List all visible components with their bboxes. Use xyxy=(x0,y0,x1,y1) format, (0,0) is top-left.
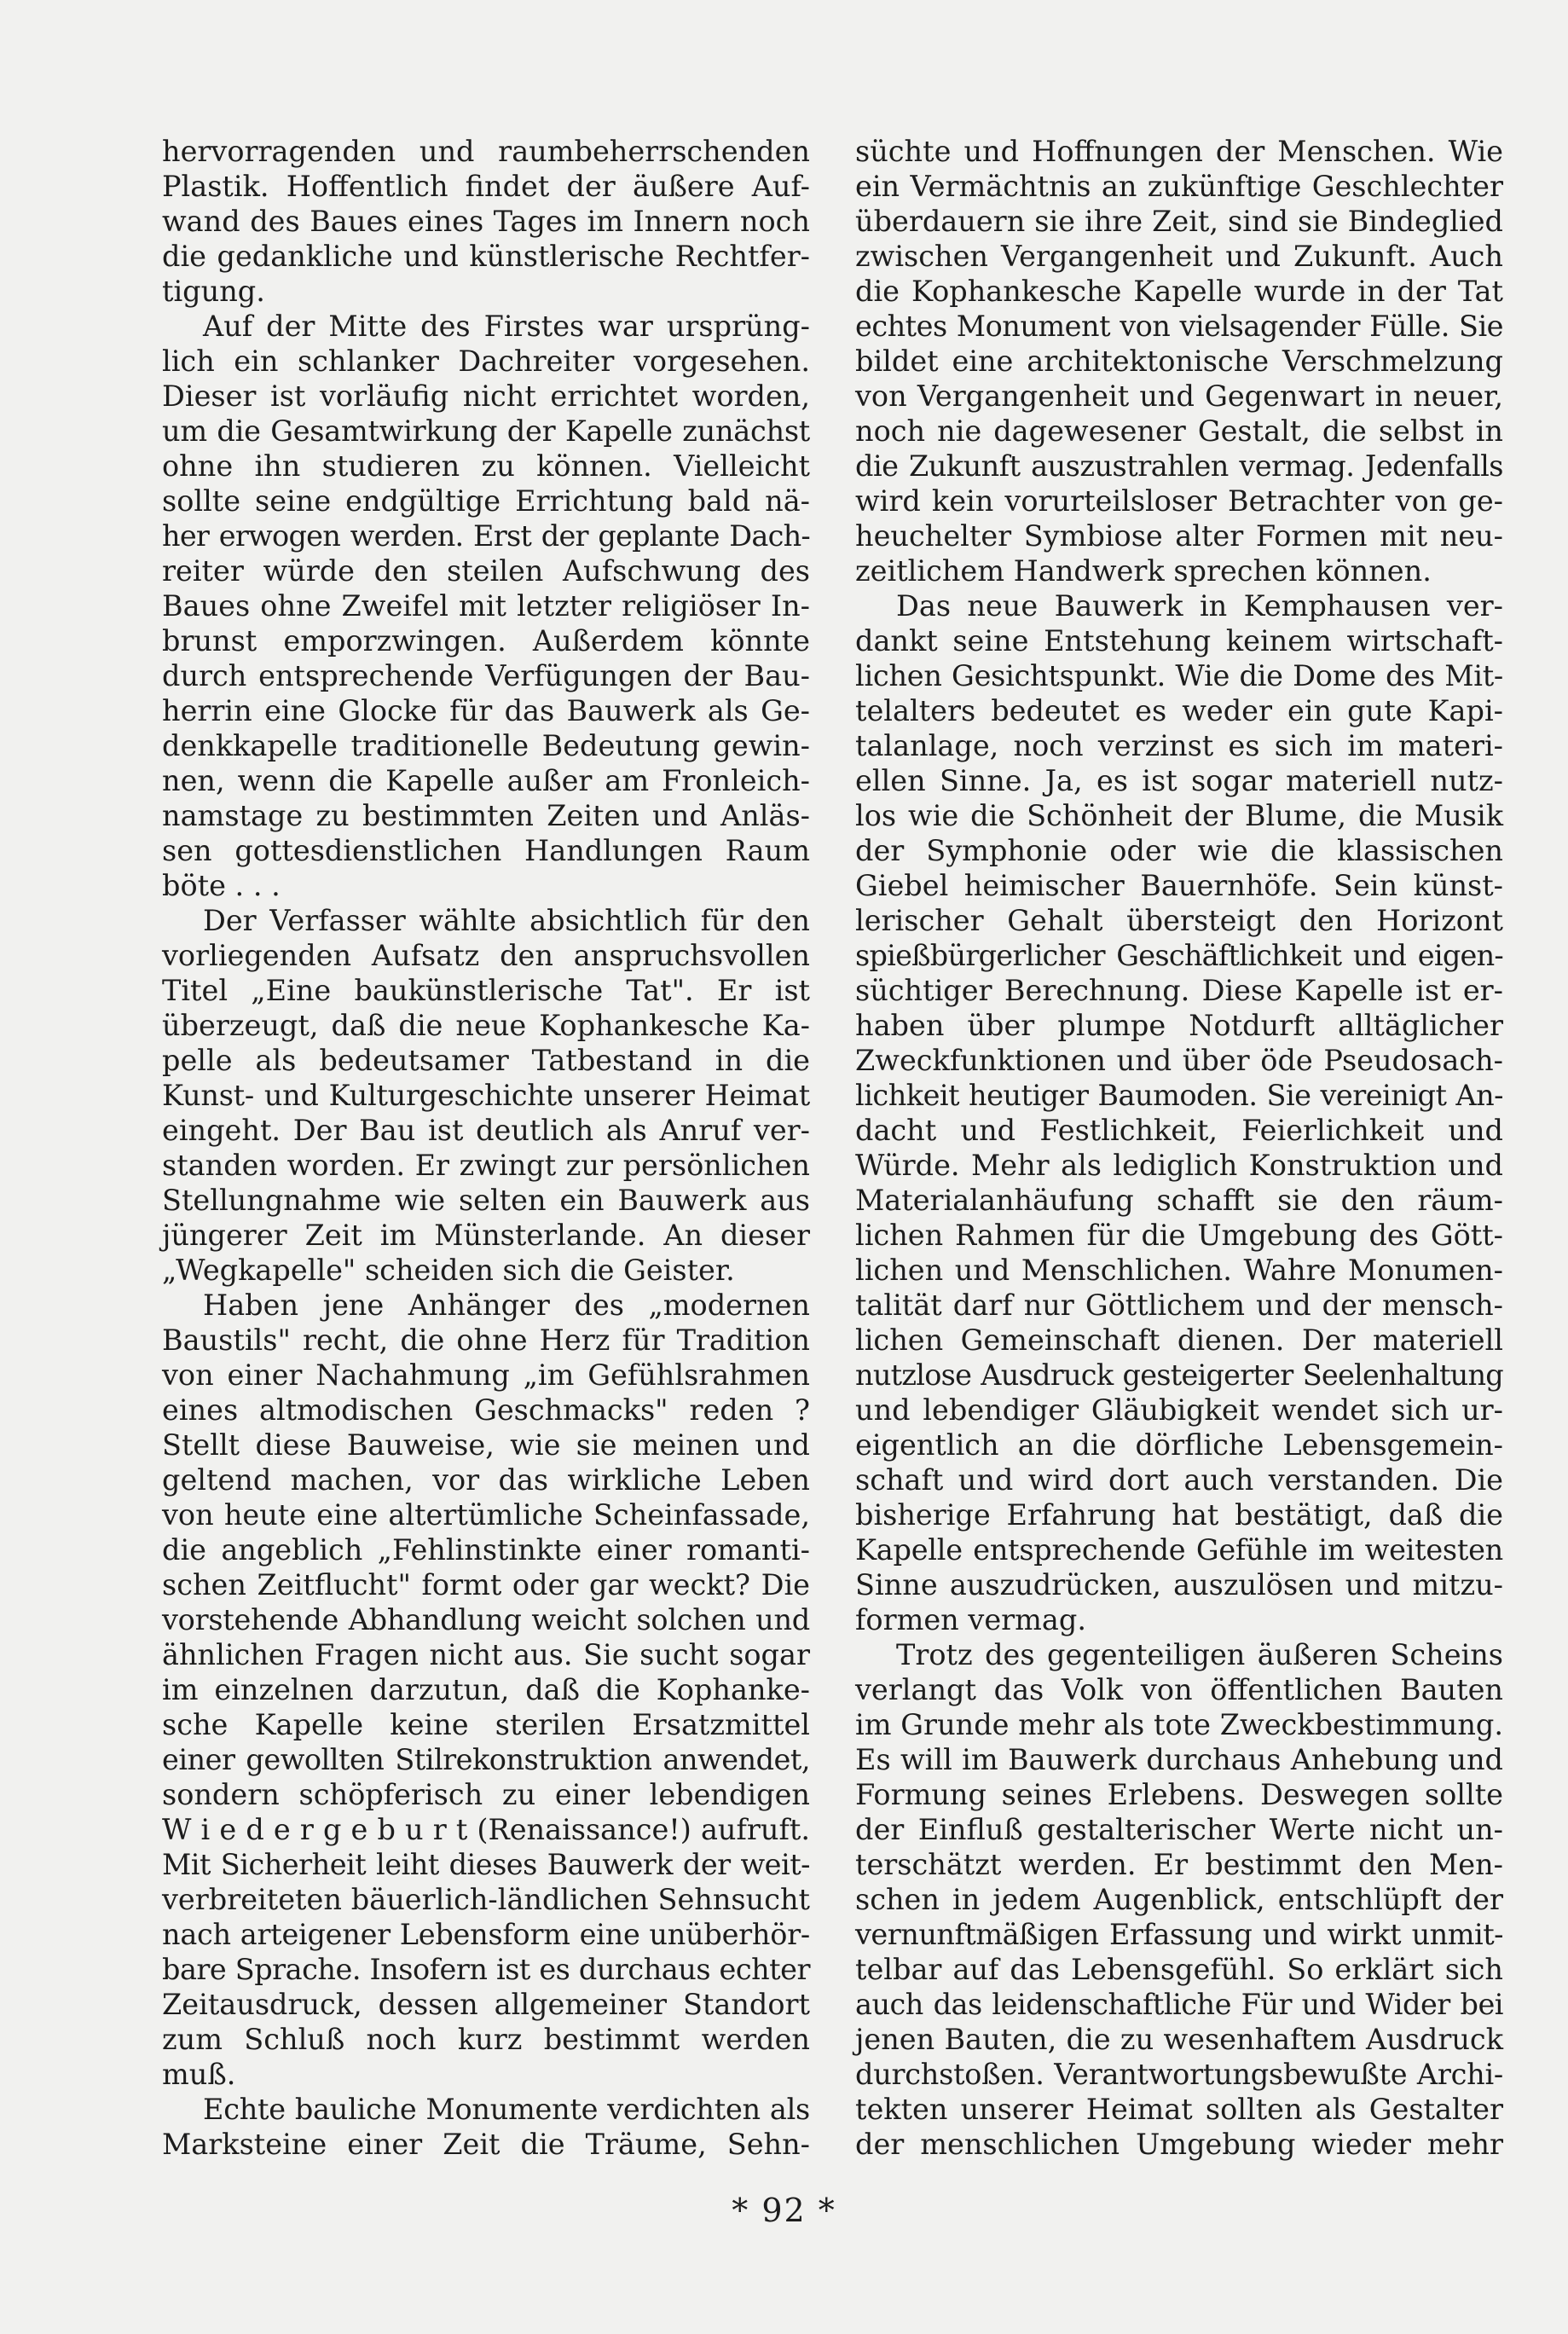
text-line: einer gewollten Stilrekonstruktion anwendet, xyxy=(162,1743,810,1776)
text-line: pelle als bedeutsamer Tatbestand in die xyxy=(162,1044,810,1077)
text-line: sollte seine endgültige Errichtung bald nä- xyxy=(162,484,810,518)
text-line: her erwogen werden. Erst der geplante Dach- xyxy=(162,519,810,553)
text-line: sondern schöpferisch zu einer lebendigen xyxy=(162,1778,810,1811)
paragraph xyxy=(855,134,1503,588)
text-line: lichkeit heutiger Baumoden. Sie vereinigt An- xyxy=(855,1079,1503,1112)
text-line: von heute eine altertümliche Scheinfassade, xyxy=(162,1498,810,1532)
text-line: muß. xyxy=(162,2058,236,2091)
text-line: noch nie dagewesener Gestalt, die selbst in xyxy=(855,414,1503,448)
text-line: standen worden. Er zwingt zur persönlichen xyxy=(162,1149,810,1182)
text-line: Das neue Bauwerk in Kemphausen ver- xyxy=(896,589,1503,623)
text-line: nutzlose Ausdruck gesteigerter Seelenhaltung xyxy=(855,1358,1503,1392)
text-line: Haben jene Anhänger des „modernen xyxy=(203,1289,810,1322)
paragraph xyxy=(162,903,810,1288)
text-line: jenen Bauten, die zu wesenhaftem Ausdruck xyxy=(855,2023,1503,2056)
text-line: haben über plumpe Notdurft alltäglicher xyxy=(855,1009,1503,1042)
paragraph xyxy=(855,588,1503,1637)
paragraph xyxy=(162,2092,810,2162)
text-line: tigung. xyxy=(162,275,265,308)
text-line: ein Vermächtnis an zukünftige Geschlechter xyxy=(855,170,1503,203)
text-line: Giebel heimischer Bauernhöfe. Sein künst- xyxy=(855,869,1503,902)
text-line: süchtiger Berechnung. Diese Kapelle ist er- xyxy=(855,974,1503,1007)
text-line: dacht und Festlichkeit, Feierlichkeit und xyxy=(855,1114,1503,1147)
text-line: Auf der Mitte des Firstes war ursprüng- xyxy=(203,310,810,343)
text-line: Marksteine einer Zeit die Träume, Sehn- xyxy=(162,2128,810,2161)
text-line: geltend machen, vor das wirkliche Leben xyxy=(162,1463,810,1497)
text-line: herrin eine Glocke für das Bauwerk als Ge- xyxy=(162,694,810,727)
text-line: böte . . . xyxy=(162,869,281,902)
text-line: eines altmodischen Geschmacks" reden ? xyxy=(162,1393,810,1427)
text-line: vernunftmäßigen Erfassung und wirkt unmit- xyxy=(855,1918,1503,1951)
text-line: Titel „Eine baukünstlerische Tat". Er ist xyxy=(162,974,810,1007)
text-line: Würde. Mehr als lediglich Konstruktion und xyxy=(855,1149,1503,1182)
text-line: der Einfluß gestalterischer Werte nicht un- xyxy=(855,1813,1503,1846)
text-line: terschätzt werden. Er bestimmt den Men- xyxy=(855,1848,1503,1881)
text-line: Formung seines Erlebens. Deswegen sollte xyxy=(855,1778,1503,1811)
text-line: verlangt das Volk von öffentlichen Bauten xyxy=(855,1673,1503,1706)
text-line: süchte und Hoffnungen der Menschen. Wie xyxy=(855,135,1503,168)
paragraph xyxy=(162,309,810,903)
text-line: auch das leidenschaftliche Für und Wider bei xyxy=(855,1988,1503,2021)
text-line: der menschlichen Umgebung wieder mehr xyxy=(855,2128,1503,2161)
text-line: „Wegkapelle" scheiden sich die Geister. xyxy=(162,1254,735,1287)
text-line: lich ein schlanker Dachreiter vorgesehen. xyxy=(162,345,810,378)
text-line: Stellt diese Bauweise, wie sie meinen und xyxy=(162,1428,810,1462)
text-line: namstage zu bestimmten Zeiten und Anläs- xyxy=(162,799,810,832)
text-line: wird kein vorurteilsloser Betrachter von ge- xyxy=(855,484,1503,518)
text-line: eigentlich an die dörfliche Lebensgemein- xyxy=(855,1428,1503,1462)
text-line: Stellungnahme wie selten ein Bauwerk aus xyxy=(162,1184,810,1217)
text-line: Zeitausdruck, dessen allgemeiner Standort xyxy=(162,1988,810,2021)
text-line: echtes Monument von vielsagender Fülle. Sie xyxy=(855,310,1503,343)
text-column-right xyxy=(855,134,1503,2162)
text-line: Es will im Bauwerk durchaus Anhebung und xyxy=(855,1743,1503,1776)
text-line: die Kophankesche Kapelle wurde in der Tat xyxy=(855,275,1503,308)
text-line: brunst emporzwingen. Außerdem könnte xyxy=(162,624,810,657)
text-line: bisherige Erfahrung hat bestätigt, daß die xyxy=(855,1498,1503,1532)
text-line: Dieser ist vorläufig nicht errichtet worden, xyxy=(162,379,810,413)
text-line: formen vermag. xyxy=(855,1603,1086,1636)
text-line: spießbürgerlicher Geschäftlichkeit und eigen- xyxy=(855,939,1503,972)
text-line: ähnlichen Fragen nicht aus. Sie sucht sogar xyxy=(162,1638,810,1671)
text-line: vorstehende Abhandlung weicht solchen und xyxy=(162,1603,810,1636)
text-line: Kunst- und Kulturgeschichte unserer Heimat xyxy=(162,1079,810,1112)
text-line: verbreiteten bäuerlich-ländlichen Sehnsucht xyxy=(162,1883,810,1916)
text-line: bare Sprache. Insofern ist es durchaus echter xyxy=(162,1953,810,1986)
text-line: zeitlichem Handwerk sprechen können. xyxy=(855,554,1432,588)
text-line: Baues ohne Zweifel mit letzter religiöser In- xyxy=(162,589,810,623)
text-line: W i e d e r g e b u r t (Renaissance!) aufruft. xyxy=(162,1813,810,1846)
text-line: lichen Gesichtspunkt. Wie die Dome des Mit- xyxy=(855,659,1503,692)
text-column-left xyxy=(162,134,810,2162)
text-line: jüngerer Zeit im Münsterlande. An dieser xyxy=(162,1219,810,1252)
text-line: talanlage, noch verzinst es sich im materi- xyxy=(855,729,1503,762)
text-line: vorliegenden Aufsatz den anspruchsvollen xyxy=(162,939,810,972)
text-line: die Zukunft auszustrahlen vermag. Jedenfalls xyxy=(855,449,1503,483)
text-line: von einer Nachahmung „im Gefühlsrahmen xyxy=(162,1358,810,1392)
text-line: Der Verfasser wählte absichtlich für den xyxy=(203,904,810,937)
text-line: denkkapelle traditionelle Bedeutung gewin- xyxy=(162,729,810,762)
text-line: schen in jedem Augenblick, entschlüpft der xyxy=(855,1883,1503,1916)
page-number: * 92 * xyxy=(732,2192,836,2229)
text-line: im Grunde mehr als tote Zweckbestimmung. xyxy=(855,1708,1503,1741)
text-line: bildet eine architektonische Verschmelzung xyxy=(855,345,1503,378)
text-line: die gedankliche und künstlerische Rechtfer- xyxy=(162,240,810,273)
text-line: überdauern sie ihre Zeit, sind sie Bindeglied xyxy=(855,205,1503,238)
text-line: die angeblich „Fehlinstinkte einer romanti- xyxy=(162,1533,810,1567)
text-line: durch entsprechende Verfügungen der Bau- xyxy=(162,659,810,692)
text-line: sen gottesdienstlichen Handlungen Raum xyxy=(162,834,810,867)
text-line: telbar auf das Lebensgefühl. So erklärt sich xyxy=(855,1953,1503,1986)
text-line: eingeht. Der Bau ist deutlich als Anruf ver- xyxy=(162,1114,810,1147)
text-line: talität darf nur Göttlichem und der mensch- xyxy=(855,1289,1503,1322)
text-line: los wie die Schönheit der Blume, die Musik xyxy=(855,799,1503,832)
text-line: telalters bedeutet es weder ein gute Kapi- xyxy=(855,694,1503,727)
text-line: wand des Baues eines Tages im Innern noch xyxy=(162,205,810,238)
text-line: hervorragenden und raumbeherrschenden xyxy=(162,135,810,168)
paragraph xyxy=(162,1288,810,2092)
text-line: lichen Rahmen für die Umgebung des Gött- xyxy=(855,1219,1503,1252)
text-line: nen, wenn die Kapelle außer am Fronleich- xyxy=(162,764,810,797)
text-line: Mit Sicherheit leiht dieses Bauwerk der weit- xyxy=(162,1848,810,1881)
text-line: Sinne auszudrücken, auszulösen und mitzu- xyxy=(855,1568,1503,1601)
text-line: Plastik. Hoffentlich findet der äußere Auf- xyxy=(162,170,810,203)
paragraph xyxy=(162,134,810,309)
text-line: sche Kapelle keine sterilen Ersatzmittel xyxy=(162,1708,810,1741)
text-line: ohne ihn studieren zu können. Vielleicht xyxy=(162,449,810,483)
text-line: lerischer Gehalt übersteigt den Horizont xyxy=(855,904,1503,937)
text-line: Baustils" recht, die ohne Herz für Tradition xyxy=(162,1323,810,1357)
text-line: tekten unserer Heimat sollten als Gestalter xyxy=(855,2093,1503,2126)
text-line: durchstoßen. Verantwortungsbewußte Archi- xyxy=(855,2058,1503,2091)
text-line: Kapelle entsprechende Gefühle im weitesten xyxy=(855,1533,1503,1567)
text-line: lichen Gemeinschaft dienen. Der materiell xyxy=(855,1323,1503,1357)
text-line: schen Zeitflucht" formt oder gar weckt? Die xyxy=(162,1568,810,1601)
paragraph xyxy=(855,1637,1503,2162)
text-line: Materialanhäufung schafft sie den räum- xyxy=(855,1184,1503,1217)
text-line: um die Gesamtwirkung der Kapelle zunächst xyxy=(162,414,810,448)
text-line: Trotz des gegenteiligen äußeren Scheins xyxy=(896,1638,1503,1671)
text-line: überzeugt, daß die neue Kophankesche Ka- xyxy=(162,1009,810,1042)
text-line: und lebendiger Gläubigkeit wendet sich ur- xyxy=(855,1393,1503,1427)
text-line: zum Schluß noch kurz bestimmt werden xyxy=(162,2023,810,2056)
text-line: von Vergangenheit und Gegenwart in neuer, xyxy=(855,379,1503,413)
text-line: im einzelnen darzutun, daß die Kophanke- xyxy=(162,1673,810,1706)
text-line: ellen Sinne. Ja, es ist sogar materiell nutz- xyxy=(855,764,1503,797)
text-line: nach arteigener Lebensform eine unüberhör- xyxy=(162,1918,810,1951)
text-line: zwischen Vergangenheit und Zukunft. Auch xyxy=(855,240,1503,273)
text-line: Zweckfunktionen und über öde Pseudosach- xyxy=(855,1044,1503,1077)
text-line: schaft und wird dort auch verstanden. Die xyxy=(855,1463,1503,1497)
text-line: der Symphonie oder wie die klassischen xyxy=(855,834,1503,867)
text-line: Echte bauliche Monumente verdichten als xyxy=(203,2093,810,2126)
text-line: reiter würde den steilen Aufschwung des xyxy=(162,554,810,588)
text-line: lichen und Menschlichen. Wahre Monumen- xyxy=(855,1254,1503,1287)
text-line: dankt seine Entstehung keinem wirtschaft- xyxy=(855,624,1503,657)
text-line: heuchelter Symbiose alter Formen mit neu- xyxy=(855,519,1503,553)
